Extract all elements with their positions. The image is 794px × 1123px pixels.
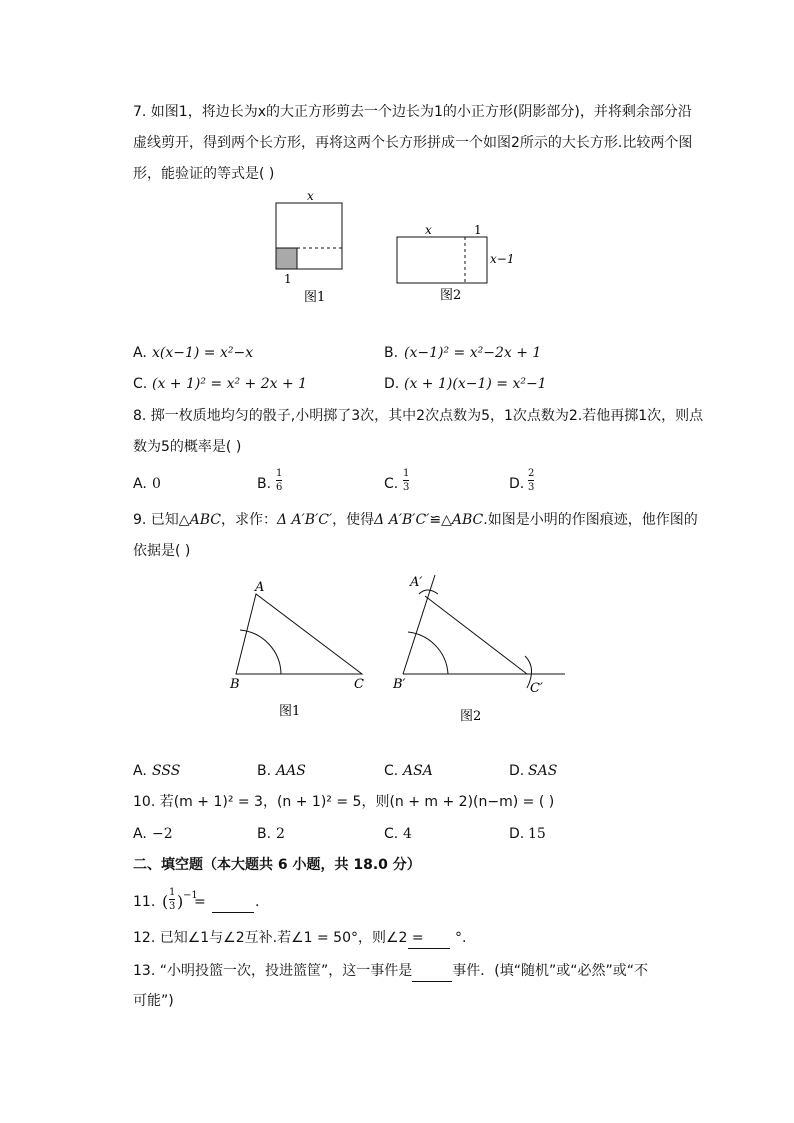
angle-arc xyxy=(408,632,448,674)
q11-number: 11. xyxy=(133,894,156,910)
q12-answer-blank[interactable] xyxy=(408,928,450,949)
fig2-caption: 图2 xyxy=(460,709,482,724)
q11-paren-open: ( xyxy=(162,892,169,911)
q8-option-c-fraction xyxy=(403,468,409,493)
q7-option-b: (x−1)² = x²−2x + 1 xyxy=(404,345,542,361)
q7-figure2 xyxy=(397,223,514,303)
q7-figures xyxy=(260,188,540,308)
q7-option-b-letter: B. xyxy=(384,345,399,361)
vertex-a-prime: A′ xyxy=(410,575,423,590)
q11-equals: = xyxy=(194,894,206,910)
q13-text-line2: 可能”) xyxy=(133,993,174,1009)
denominator: 3 xyxy=(403,482,410,493)
q9-text-line1: 9. 已知△ABC，求作：Δ A′B′C′，使得Δ A′B′C′≌△ABC.如图是小明的作图痕迹，他作图的 xyxy=(133,512,698,528)
fig1-label-1: 1 xyxy=(284,272,292,286)
q9-option-a-letter: A. xyxy=(133,763,147,779)
q8-option-d-fraction xyxy=(528,468,534,493)
q10-option-b: 2 xyxy=(276,826,285,842)
fig1-label-x: x xyxy=(307,189,314,203)
q7-text-line2: 虚线剪开，得到两个长方形，再将这两个长方形拼成一个如图2所示的大长方形.比较两个图 xyxy=(133,135,693,151)
q8-option-d-letter: D. xyxy=(509,476,525,492)
numerator: 1 xyxy=(276,468,283,479)
q9-figures xyxy=(220,570,580,730)
fig2-label-x: x xyxy=(425,223,432,237)
vertex-b: B xyxy=(230,677,240,692)
q11-answer-blank[interactable] xyxy=(212,892,254,913)
shaded-small-square xyxy=(276,248,297,269)
q9-option-d: SAS xyxy=(528,763,558,779)
vertex-b-prime: B′ xyxy=(393,677,406,692)
q7-option-d: (x + 1)(x−1) = x²−1 xyxy=(404,376,547,392)
q10-option-d-letter: D. xyxy=(509,826,525,842)
q8-text-line1: 8. 掷一枚质地均匀的骰子,小明掷了3次，其中2次点数为5，1次点数为2.若他再掷1次，则点 xyxy=(133,408,704,424)
q9-option-d-letter: D. xyxy=(509,763,525,779)
q9-text-line2: 依据是( ) xyxy=(133,543,191,559)
denominator: 3 xyxy=(169,901,176,912)
q7-text-line3: 形，能验证的等式是( ) xyxy=(133,166,275,182)
q7-option-a: x(x−1) = x²−x xyxy=(152,345,254,361)
q10-option-a: −2 xyxy=(152,826,173,842)
q9-figure1 xyxy=(229,580,364,719)
numerator: 2 xyxy=(528,468,535,479)
fig2-caption: 图2 xyxy=(440,288,462,303)
q9-option-c: ASA xyxy=(403,763,433,779)
q8-option-a: 0 xyxy=(152,476,161,492)
denominator: 3 xyxy=(528,482,535,493)
q7-option-c: (x + 1)² = x² + 2x + 1 xyxy=(152,376,308,392)
q9-option-b-letter: B. xyxy=(257,763,272,779)
fig1-caption: 图1 xyxy=(279,704,301,719)
segment-ac xyxy=(425,596,527,674)
long-rectangle xyxy=(397,237,487,283)
q7-option-c-letter: C. xyxy=(133,376,148,392)
fig1-caption: 图1 xyxy=(304,290,326,305)
q10-option-c-letter: C. xyxy=(384,826,399,842)
numerator: 1 xyxy=(403,468,410,479)
q10-option-a-letter: A. xyxy=(133,826,147,842)
fig2-label-1: 1 xyxy=(474,223,482,237)
vertex-a: A xyxy=(255,580,265,595)
q7-figure1 xyxy=(276,189,342,305)
q8-option-b-fraction xyxy=(276,468,282,493)
q9-figure2 xyxy=(392,575,565,724)
arc-mark-a xyxy=(419,590,438,594)
q11-fraction xyxy=(169,887,175,912)
denominator: 6 xyxy=(276,482,283,493)
q11-paren-close: ) xyxy=(177,892,184,911)
section-heading-fill-in: 二、填空题（本大题共 6 小题，共 18.0 分） xyxy=(133,857,421,873)
q12-text: 12. 已知∠1与∠2互补.若∠1 = 50°，则∠2 = xyxy=(133,930,424,946)
q7-text-line1: 7. 如图1，将边长为x的大正方形剪去一个边长为1的小正方形(阴影部分)，并将剩余部分沿 xyxy=(133,104,692,120)
q8-text-line2: 数为5的概率是( ) xyxy=(133,439,242,455)
q8-option-c-letter: C. xyxy=(384,476,399,492)
q11-exponent: −1 xyxy=(183,890,198,901)
q10-option-d: 15 xyxy=(528,826,546,842)
q7-option-d-letter: D. xyxy=(384,376,400,392)
numerator: 1 xyxy=(169,887,176,898)
q7-option-a-letter: A. xyxy=(133,345,147,361)
q13-answer-blank[interactable] xyxy=(412,961,452,982)
q9-option-a: SSS xyxy=(152,763,181,779)
q11-end: . xyxy=(255,894,260,910)
fig2-label-side: x−1 xyxy=(490,252,515,266)
q9-option-b: AAS xyxy=(276,763,306,779)
q9-option-c-letter: C. xyxy=(384,763,399,779)
q10-option-b-letter: B. xyxy=(257,826,272,842)
q13-text-line1: 13. “小明投篮一次，投进篮筐”，这一事件是 事件．(填“随机”或“必然”或“不 xyxy=(133,961,648,982)
q8-option-a-letter: A. xyxy=(133,476,147,492)
vertex-c: C xyxy=(354,677,364,692)
q8-option-b-letter: B. xyxy=(257,476,272,492)
construction-arc xyxy=(240,630,281,674)
vertex-c-prime: C′ xyxy=(530,681,543,696)
q10-option-c: 4 xyxy=(403,826,412,842)
q10-text: 10. 若(m + 1)² = 3，(n + 1)² = 5，则(n + m + 2)(n−m) = ( ) xyxy=(133,794,555,810)
q12-end: °. xyxy=(455,930,467,946)
